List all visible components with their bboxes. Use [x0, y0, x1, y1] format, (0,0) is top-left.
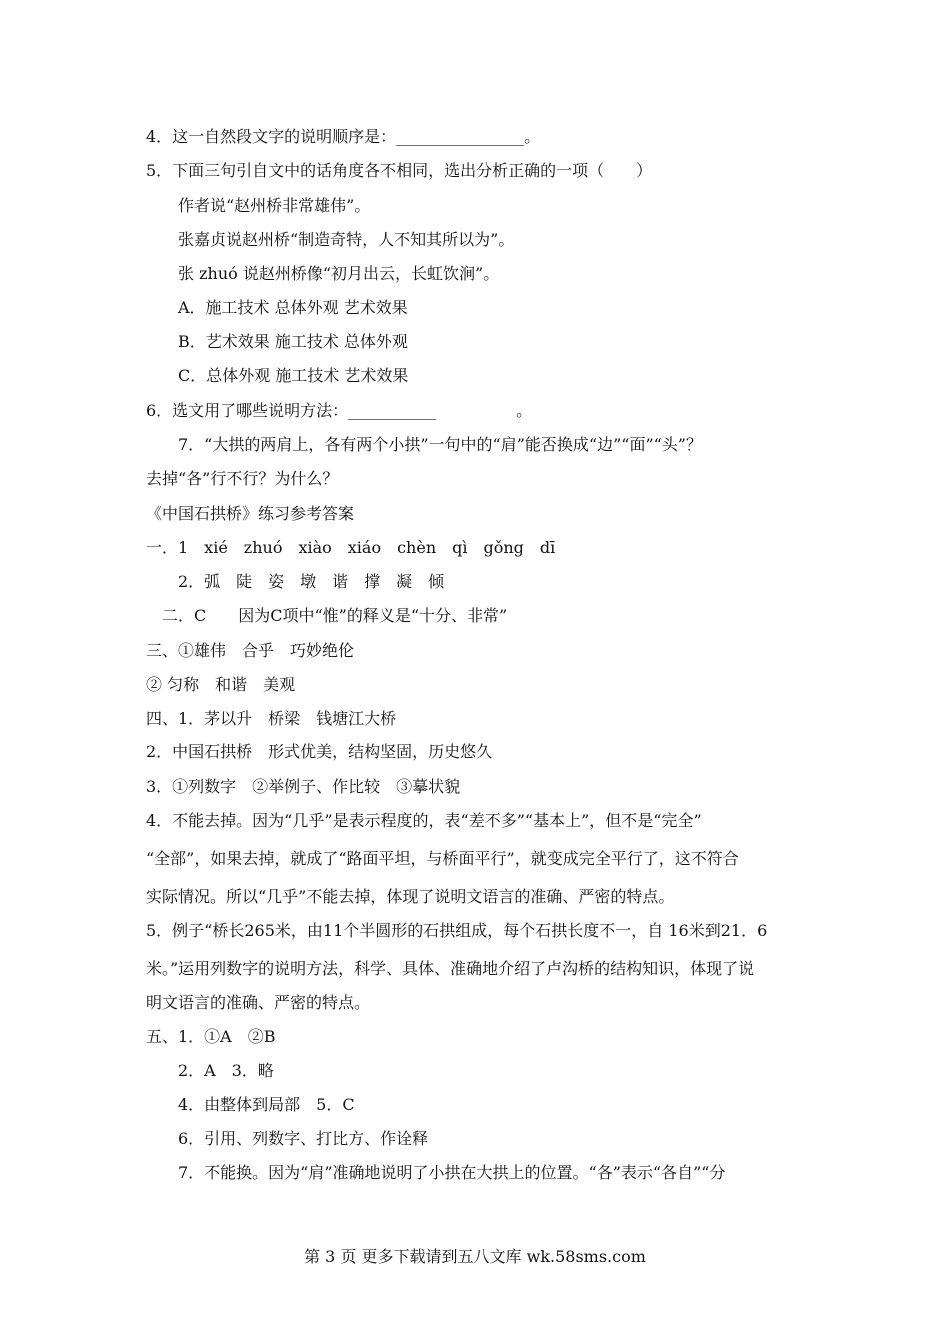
page-footer: 第 3 页 更多下载请到五八文库 wk.58sms.com	[304, 1247, 646, 1266]
answer-5-4-5: 4．由整体到局部 5．C	[178, 1095, 355, 1114]
question-7-cont: 去掉“各”行不行？为什么？	[146, 469, 339, 488]
answer-5-7: 7．不能换。因为“肩”准确地说明了小拱在大拱上的位置。“各”表示“各自”“分	[178, 1163, 726, 1182]
option-b: B．艺术效果 施工技术 总体外观	[178, 332, 408, 351]
answer-1-2: 2．弧 陡 姿 墩 谐 撑 凝 倾	[178, 572, 445, 591]
question-7: 7．“大拱的两肩上，各有两个小拱”一句中的“肩”能否换成“边”“面”“头”？	[178, 435, 702, 454]
quote-2: 张嘉贞说赵州桥“制造奇特，人不知其所以为”。	[178, 230, 515, 249]
question-5: 5．下面三句引自文中的话角度各不相同，选出分析正确的一项（ ）	[146, 161, 653, 180]
answer-4-4: 4．不能去掉。因为“几乎”是表示程度的，表“差不多”“基本上”，但不是“完全”	[146, 811, 702, 830]
answer-5-1: 五、1．①A ②B	[146, 1027, 276, 1046]
answers-title: 《中国石拱桥》练习参考答案	[146, 504, 355, 523]
quote-1: 作者说“赵州桥非常雄伟”。	[178, 196, 371, 215]
answer-3-1: 三、①雄伟 合乎 巧妙绝伦	[146, 641, 355, 660]
option-c: C．总体外观 施工技术 艺术效果	[178, 366, 409, 385]
answer-2: 二．C 因为C项中“惟”的释义是“十分、非常”	[162, 606, 508, 625]
quote-3: 张 zhuó 说赵州桥像“初月出云，长虹饮涧”。	[178, 264, 500, 283]
answer-4-1: 四、1．茅以升 桥梁 钱塘江大桥	[146, 709, 397, 728]
answer-4-5-cont2: 明文语言的准确、严密的特点。	[146, 993, 371, 1012]
answer-5-2-3: 2．A 3．略	[178, 1061, 274, 1080]
option-a: A．施工技术 总体外观 艺术效果	[178, 298, 408, 317]
question-6: 6．选文用了哪些说明方法：___________ 。	[146, 401, 533, 420]
answer-5-6: 6．引用、列数字、打比方、作诠释	[178, 1129, 429, 1148]
question-4: 4．这一自然段文字的说明顺序是：________________。	[146, 127, 541, 146]
answer-4-3: 3．①列数字 ②举例子、作比较 ③摹状貌	[146, 777, 461, 796]
answer-4-2: 2．中国石拱桥 形式优美，结构坚固，历史悠久	[146, 742, 493, 761]
answer-4-5: 5．例子“桥长265米，由11个半圆形的石拱组成，每个石拱长度不一，自 16米到21．6	[146, 921, 768, 940]
answer-4-4-cont1: “全部”，如果去掉，就成了“路面平坦，与桥面平行”，就变成完全平行了，这不符合	[146, 849, 739, 868]
answer-3-2: ② 匀称 和谐 美观	[146, 675, 296, 694]
answer-1-pinyin: 一．1 xié zhuó xiào xiáo chèn qì gǒng dī	[146, 538, 556, 557]
answer-4-4-cont2: 实际情况。所以“几乎”不能去掉，体现了说明文语言的准确、严密的特点。	[146, 887, 675, 906]
answer-4-5-cont1: 米。”运用列数字的说明方法，科学、具体、准确地介绍了卢沟桥的结构知识，体现了说	[146, 959, 755, 978]
